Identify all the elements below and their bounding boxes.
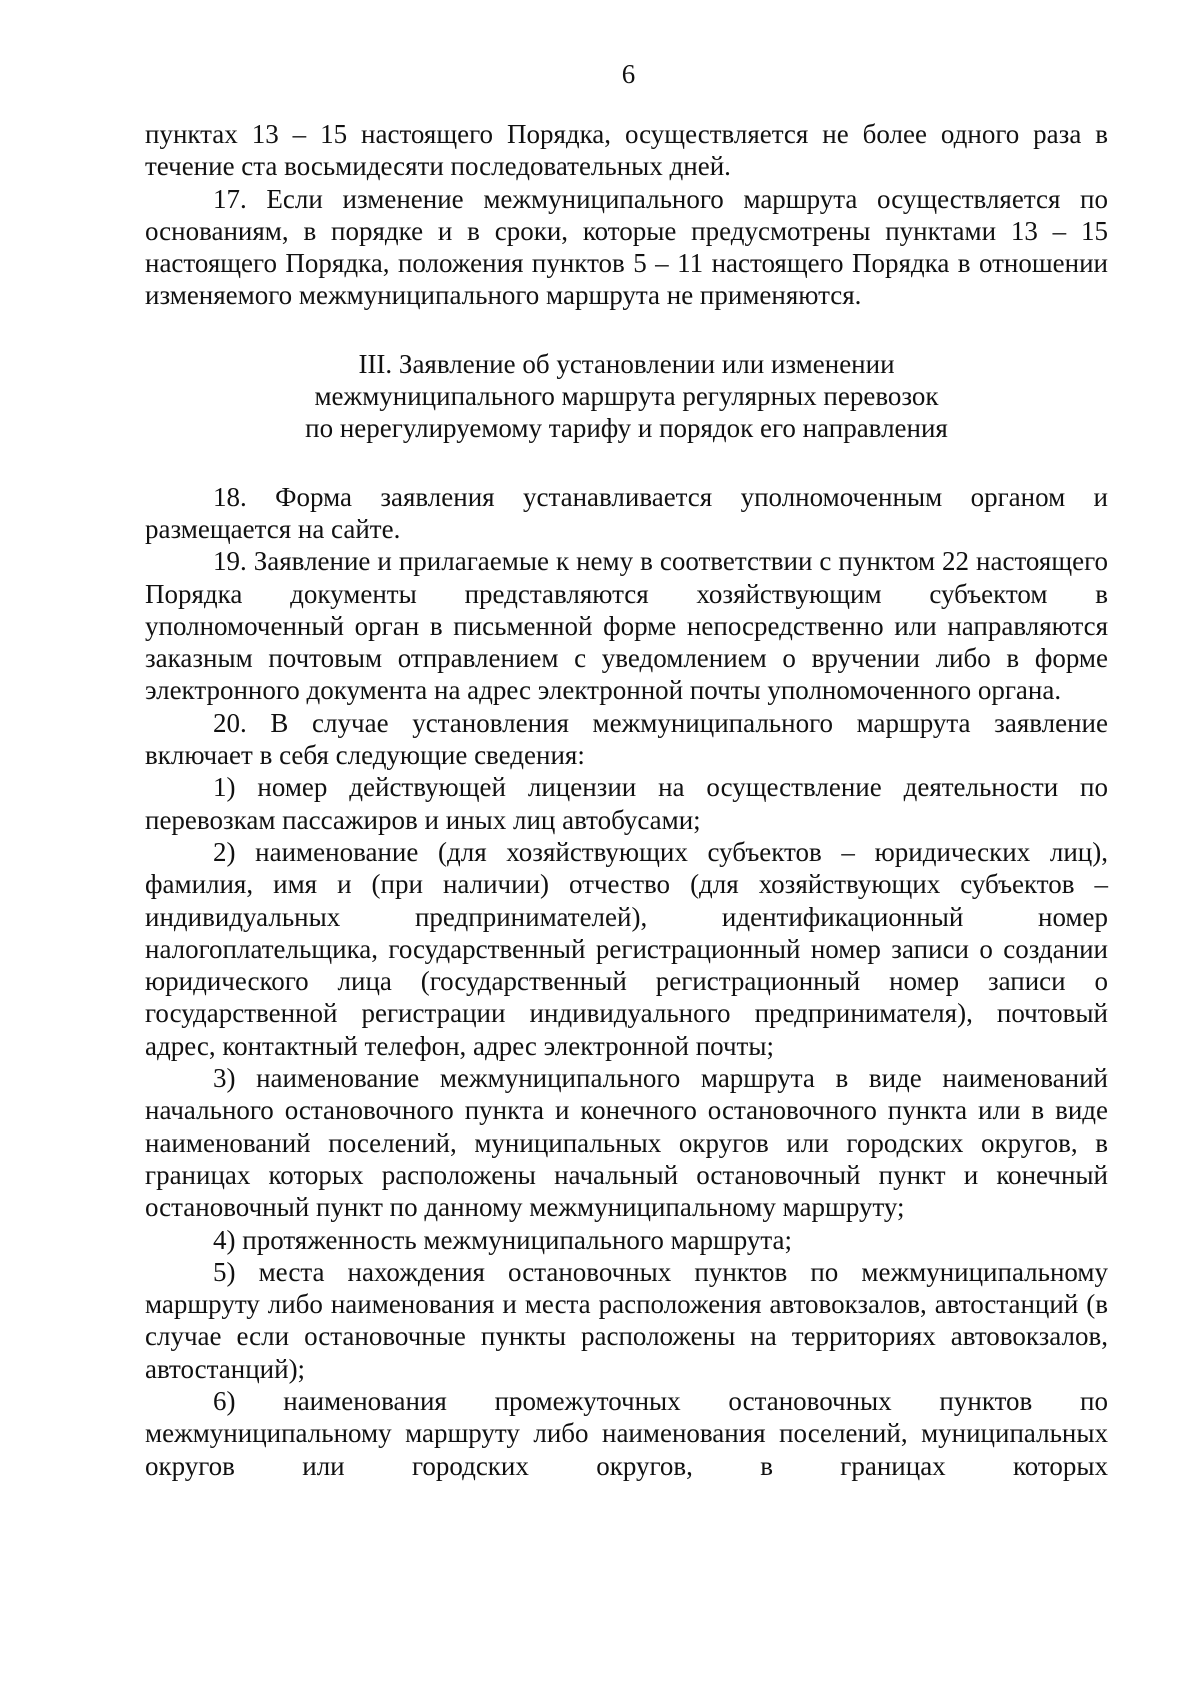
section-heading-line-3: по нерегулируемому тарифу и порядок его направления xyxy=(305,413,948,444)
section-heading-line-2: межмуниципального маршрута регулярных перевозок xyxy=(314,381,939,412)
list-item-6: 6) наименования промежуточных остановочных пунктов по межмуниципальному маршруту либо наименования поселений, муниципальных округов или городских округов, в границах которых xyxy=(145,1385,1108,1481)
list-item-2: 2) наименование (для хозяйствующих субъектов – юридических лиц), фамилия, имя и (при наличии) отчество (для хозяйствующих субъектов – индивидуальных предпринимателей), идентификационный номер налогоплательщика, государственный регистрационный номер записи о создании юридического лица (государственный регистрационный номер записи о государственной регистрации индивидуального предпринимателя), почтовый адрес, контактный телефон, адрес электронной почты; xyxy=(145,836,1108,1061)
section-heading-line-1: III. Заявление об установлении или изменении xyxy=(358,348,895,379)
paragraph-17: 17. Если изменение межмуниципального маршрута осуществляется по основаниям, в порядке и в сроки, которые предусмотрены пунктами 13 – 15 настоящего Порядка, положения пунктов 5 – 11 настоящего Порядка в отношении изменяемого межмуниципального маршрута не применяются. xyxy=(145,183,1108,311)
paragraph-18: 18. Форма заявления устанавливается уполномоченным органом и размещается на сайте. xyxy=(145,481,1108,544)
paragraph-20: 20. В случае установления межмуниципального маршрута заявление включает в себя следующие сведения: xyxy=(145,707,1108,771)
list-item-1: 1) номер действующей лицензии на осуществление деятельности по перевозкам пассажиров и иных лиц автобусами; xyxy=(145,772,1108,835)
list-item-4: 4) протяженность межмуниципального маршрута; xyxy=(213,1224,792,1255)
page-number: 6 xyxy=(621,59,636,89)
paragraph-16-continuation: пунктах 13 – 15 настоящего Порядка, осуществляется не более одного раза в течение ста восьмидесяти последовательных дней. xyxy=(145,119,1108,182)
list-item-3: 3) наименование межмуниципального маршрута в виде наименований начального остановочного пункта и конечного остановочного пункта или в виде наименований поселений, муниципальных округов или городских округов, в границах которых расположены начальный остановочный пункт и конечный остановочный пункт по данному межмуниципальному маршруту; xyxy=(145,1063,1108,1223)
section-heading xyxy=(145,348,1108,445)
paragraph-19: 19. Заявление и прилагаемые к нему в соответствии с пунктом 22 настоящего Порядка документы представляются хозяйствующим субъектом в уполномоченный орган в письменной форме непосредственно или направляются заказным почтовым отправлением с уведомлением о вручении либо в форме электронного документа на адрес электронной почты уполномоченного органа. xyxy=(145,546,1108,706)
document-body xyxy=(145,118,1108,1482)
list-item-5: 5) места нахождения остановочных пунктов по межмуниципальному маршруту либо наименования и места расположения автовокзалов, автостанций (в случае если остановочные пункты расположены на территориях автовокзалов, автостанций); xyxy=(145,1256,1108,1384)
